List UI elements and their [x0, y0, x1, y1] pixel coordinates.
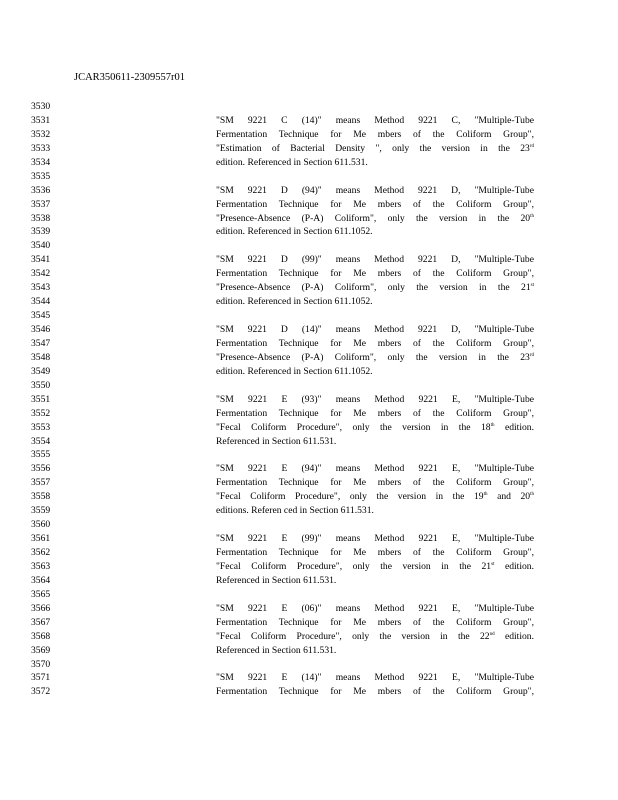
text-line	[216, 128, 534, 142]
text-line	[216, 546, 534, 560]
text-line	[216, 532, 534, 546]
text-line	[216, 407, 534, 421]
line-number: 3540	[31, 240, 51, 252]
text-line	[216, 490, 534, 504]
text-line-content: "SM 9221 E (06)" means Method 9221 E, "Multiple-Tube	[216, 602, 534, 614]
text-line	[216, 435, 534, 449]
ordinal-suffix: st	[491, 561, 495, 567]
text-line	[216, 198, 534, 212]
line-number: 3559	[31, 505, 51, 517]
text-line	[216, 421, 534, 435]
ordinal-suffix: st	[530, 283, 534, 289]
text-line	[216, 393, 534, 407]
text-line	[216, 212, 534, 226]
text-line	[216, 323, 534, 337]
text-line-content: "SM 9221 D (99)" means Method 9221 D, "Multiple-Tube	[216, 254, 534, 266]
line-number: 3570	[31, 658, 51, 670]
text-line-content: Referenced in Section 611.531.	[216, 435, 337, 447]
text-line	[216, 351, 534, 365]
line-number: 3545	[31, 310, 51, 322]
text-line-content: "Fecal Coliform Procedure", only the version in the 18	[216, 421, 491, 433]
text-line-content: "Presence-Absence (P-A) Coliform", only the version in the 20	[216, 212, 531, 224]
blank-line	[216, 448, 534, 462]
text-line-content: "Fecal Coliform Procedure", only the version in the 19	[216, 491, 484, 503]
text-line	[216, 184, 534, 198]
text-line-content: "SM 9221 C (14)" means Method 9221 C, "Multiple-Tube	[216, 114, 534, 126]
text-line	[216, 644, 534, 658]
blank-line	[216, 379, 534, 393]
line-number: 3547	[31, 337, 51, 349]
line-number: 3543	[31, 282, 51, 294]
blank-line	[216, 309, 534, 323]
line-number: 3537	[31, 198, 51, 210]
line-number: 3568	[31, 630, 51, 642]
blank-line	[216, 588, 534, 602]
line-number: 3530	[31, 101, 51, 112]
line-number: 3565	[31, 588, 51, 600]
line-number: 3563	[31, 560, 51, 572]
document-id: JCAR350611-2309557r01	[74, 72, 186, 83]
text-line-content: Fermentation Technique for Me mbers of the Coliform Group",	[216, 337, 534, 349]
line-number: 3544	[31, 296, 51, 308]
ordinal-suffix: rd	[529, 143, 534, 149]
line-number: 3561	[31, 533, 51, 545]
text-line	[216, 574, 534, 588]
text-line-content: Fermentation Technique for Me mbers of the Coliform Group",	[216, 616, 534, 628]
text-line-content: Fermentation Technique for Me mbers of the Coliform Group",	[216, 477, 534, 489]
line-number: 3572	[31, 686, 51, 698]
line-number: 3550	[31, 379, 51, 391]
text-line	[216, 142, 534, 156]
line-number: 3555	[31, 449, 51, 461]
blank-line	[216, 170, 534, 184]
line-number: 3539	[31, 226, 51, 238]
text-line-content: Referenced in Section 611.531.	[216, 574, 337, 586]
text-line-content: "Presence-Absence (P-A) Coliform", only the version in the 21	[216, 282, 531, 294]
line-number: 3553	[31, 421, 51, 433]
text-line-content: "SM 9221 E (94)" means Method 9221 E, "Multiple-Tube	[216, 463, 534, 475]
line-number: 3541	[31, 254, 51, 266]
text-line	[216, 671, 534, 685]
text-line	[216, 476, 534, 490]
text-line	[216, 365, 534, 379]
text-line-tail: edition.	[494, 421, 534, 433]
line-number: 3531	[31, 114, 51, 126]
ordinal-suffix: th	[490, 422, 495, 428]
text-line-content: "Fecal Coliform Procedure", only the version in the 21	[216, 560, 492, 572]
blank-line	[216, 100, 534, 114]
line-number: 3554	[31, 435, 51, 447]
line-number: 3546	[31, 324, 51, 335]
text-line	[216, 462, 534, 476]
text-line-content: edition. Referenced in Section 611.1052.	[216, 365, 373, 377]
line-number: 3560	[31, 519, 51, 531]
text-line	[216, 337, 534, 351]
text-line-content: edition. Referenced in Section 611.1052.	[216, 296, 373, 308]
line-number: 3533	[31, 142, 51, 154]
text-line-content: Fermentation Technique for Me mbers of the Coliform Group",	[216, 407, 534, 419]
blank-line	[216, 239, 534, 253]
line-number: 3556	[31, 463, 51, 475]
text-line-content: Fermentation Technique for Me mbers of the Coliform Group",	[216, 547, 534, 558]
text-line	[216, 560, 534, 574]
text-line-content: Fermentation Technique for Me mbers of the Coliform Group",	[216, 686, 534, 698]
definitions-text	[216, 100, 534, 699]
line-number: 3549	[31, 365, 51, 377]
ordinal-suffix: rd	[529, 352, 534, 358]
ordinal-suffix: th	[530, 213, 534, 219]
text-line-content: Referenced in Section 611.531.	[216, 644, 337, 656]
line-number: 3566	[31, 602, 51, 614]
text-line	[216, 295, 534, 309]
text-line	[216, 616, 534, 630]
text-line	[216, 253, 534, 267]
line-number: 3534	[31, 156, 51, 168]
line-number: 3532	[31, 128, 51, 140]
text-line-content: edition. Referenced in Section 611.1052.	[216, 226, 373, 238]
text-line-content: Fermentation Technique for Me mbers of the Coliform Group",	[216, 128, 534, 140]
text-line-content: edition. Referenced in Section 611.531.	[216, 156, 368, 168]
text-line-tail: edition.	[494, 630, 534, 642]
line-number: 3562	[31, 547, 51, 558]
text-line-content: Fermentation Technique for Me mbers of the Coliform Group",	[216, 268, 534, 280]
text-line-content: "SM 9221 E (14)" means Method 9221 E, "Multiple-Tube	[216, 672, 534, 684]
text-line-content: "SM 9221 D (94)" means Method 9221 D, "Multiple-Tube	[216, 184, 534, 196]
text-line-content: "Presence-Absence (P-A) Coliform", only the version in the 23	[216, 351, 530, 363]
line-number: 3557	[31, 477, 51, 489]
ordinal-suffix: th	[530, 492, 534, 498]
text-line	[216, 504, 534, 518]
text-line	[216, 602, 534, 616]
line-number: 3548	[31, 351, 51, 363]
text-line-content: Fermentation Technique for Me mbers of the Coliform Group",	[216, 198, 534, 210]
line-number: 3535	[31, 170, 51, 182]
text-line	[216, 281, 534, 295]
line-number: 3536	[31, 184, 51, 196]
line-number: 3552	[31, 407, 51, 419]
line-number: 3538	[31, 212, 51, 224]
line-number: 3551	[31, 393, 51, 405]
text-line	[216, 225, 534, 239]
text-line-content: "Estimation of Bacterial Density ", only the version in the 23	[216, 142, 530, 154]
ordinal-suffix: th	[483, 492, 488, 498]
line-number: 3542	[31, 268, 51, 280]
text-line-content: editions. Referen ced in Section 611.531.	[216, 505, 374, 517]
line-number-column	[31, 100, 50, 699]
line-number: 3571	[31, 672, 51, 684]
text-line-content: "Fecal Coliform Procedure", only the version in the 22	[216, 630, 490, 642]
line-number: 3567	[31, 616, 51, 628]
line-number: 3564	[31, 574, 51, 586]
text-line	[216, 630, 534, 644]
text-line-tail: and 20	[487, 491, 531, 503]
blank-line	[216, 518, 534, 532]
text-line	[216, 114, 534, 128]
text-line-content: "SM 9221 E (99)" means Method 9221 E, "Multiple-Tube	[216, 533, 534, 545]
text-line	[216, 156, 534, 170]
text-line-content: "SM 9221 E (93)" means Method 9221 E, "Multiple-Tube	[216, 393, 534, 405]
line-number: 3558	[31, 491, 51, 503]
text-line	[216, 267, 534, 281]
text-line	[216, 685, 534, 699]
text-line-tail: edition.	[494, 560, 534, 572]
text-line-content: "SM 9221 D (14)" means Method 9221 D, "Multiple-Tube	[216, 324, 534, 335]
ordinal-suffix: nd	[489, 631, 495, 637]
line-number: 3569	[31, 644, 51, 656]
blank-line	[216, 658, 534, 672]
